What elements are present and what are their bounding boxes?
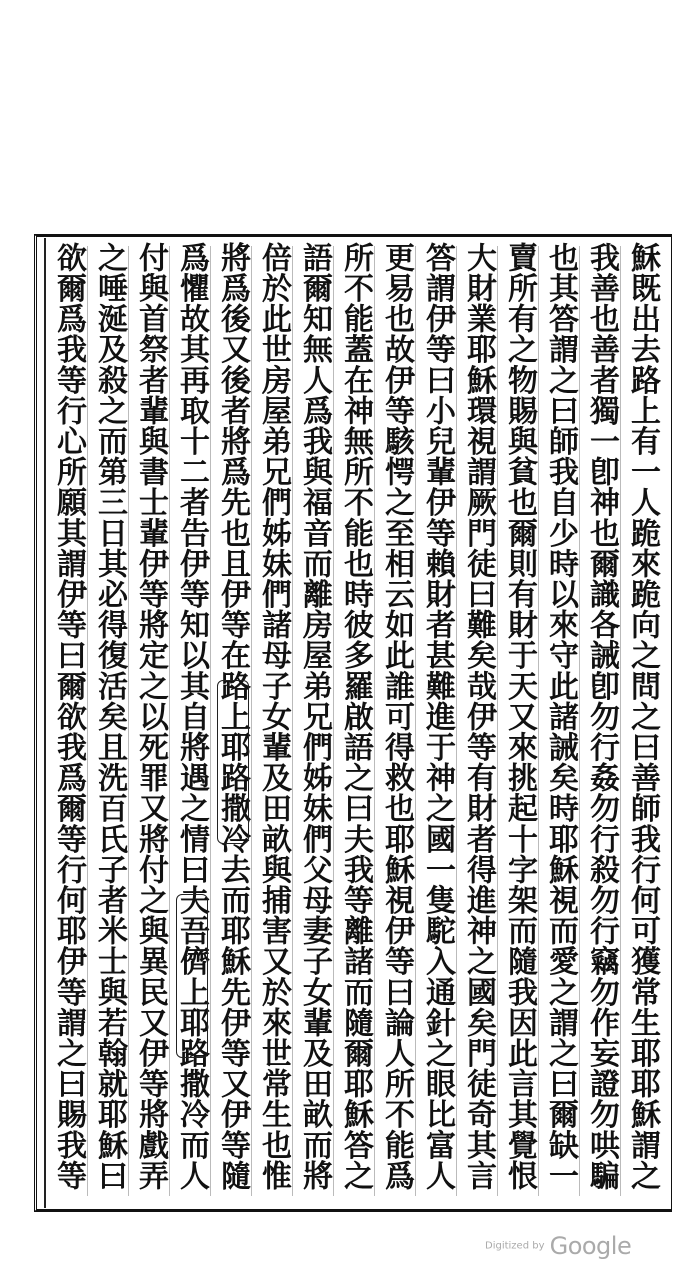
- text-column: 付與首祭者輩與書士輩伊等將定之以死罪又將付之與異民又伊等將戲弄: [133, 242, 168, 1191]
- column-rule: [210, 246, 211, 1196]
- column-rule: [456, 246, 457, 1196]
- text-column: 我善也善者獨一卽神也爾識各誡卽勿行姦勿行殺勿行竊勿作妄證勿哄騙: [584, 242, 619, 1191]
- column-rule: [251, 246, 252, 1196]
- column-rule: [87, 246, 88, 1196]
- text-column: 之唾涎及殺之而第三日其必得復活矣且洗百氏子者米士與若翰就耶穌曰: [92, 242, 127, 1191]
- text-column: 倍於此世房屋弟兄們姊妹們諸母子女輩及田畝與捕害又於來世常生也惟: [256, 242, 291, 1191]
- place-name-box: [217, 680, 249, 844]
- column-rule: [169, 246, 170, 1196]
- column-rule: [292, 246, 293, 1196]
- column-rule: [333, 246, 334, 1196]
- watermark-logo: Google: [549, 1232, 632, 1260]
- digitization-watermark: [485, 1232, 631, 1260]
- text-column: 穌既出去路上有一人跪來跪向之問之曰善師我行何可獲常生耶耶穌謂之: [625, 242, 660, 1191]
- text-column: 語爾知無人爲我與福音而離房屋弟兄們姊妹們父母妻子女輩及田畝而將: [297, 242, 332, 1191]
- column-rule: [415, 246, 416, 1196]
- text-column: 欲爾爲我等行心所願其謂伊等曰爾欲我爲爾等行何耶伊等謂之曰賜我等: [51, 242, 86, 1191]
- text-column: 也其答謂之曰師我自少時以來守此諸誡矣時耶穌視而愛之謂之曰爾缺一: [543, 242, 578, 1191]
- column-rule: [579, 246, 580, 1196]
- column-rule: [497, 246, 498, 1196]
- text-column: 所不能蓋在神無所不能也時彼多羅啟語之曰夫我等離諸而隨爾耶穌答之: [338, 242, 373, 1191]
- place-name-box: [176, 894, 208, 1058]
- text-column: 賣所有之物賜與貧也爾則有財于天又來挑起十字架而隨我因此言其覺恨: [502, 242, 537, 1191]
- left-margin-rule: [44, 238, 46, 1208]
- text-body: [52, 242, 662, 1204]
- watermark-prefix: Digitized by: [485, 1240, 545, 1252]
- column-rule: [538, 246, 539, 1196]
- text-column: 答謂伊等曰小兒輩伊等賴財者甚難進于神之國一隻駝入通針之眼比富人: [420, 242, 455, 1191]
- text-column: 爲懼故其再取十二者告伊等知以其自將遇之情曰夫吾儕上耶路撒冷而人: [174, 242, 209, 1191]
- text-column: 將爲後又後者將爲先也且伊等在路上耶路撒冷去而耶穌先伊等又伊等隨: [215, 242, 250, 1191]
- text-column: 大財業耶穌環視謂厥門徒曰難矣哉伊等有財者得進神之國矣門徒奇其言: [461, 242, 496, 1191]
- column-rule: [128, 246, 129, 1196]
- column-rule: [374, 246, 375, 1196]
- column-rule: [620, 246, 621, 1196]
- text-column: 更易也故伊等駭愕之至相云如此誰可得救也耶穌視伊等曰論人所不能爲: [379, 242, 414, 1191]
